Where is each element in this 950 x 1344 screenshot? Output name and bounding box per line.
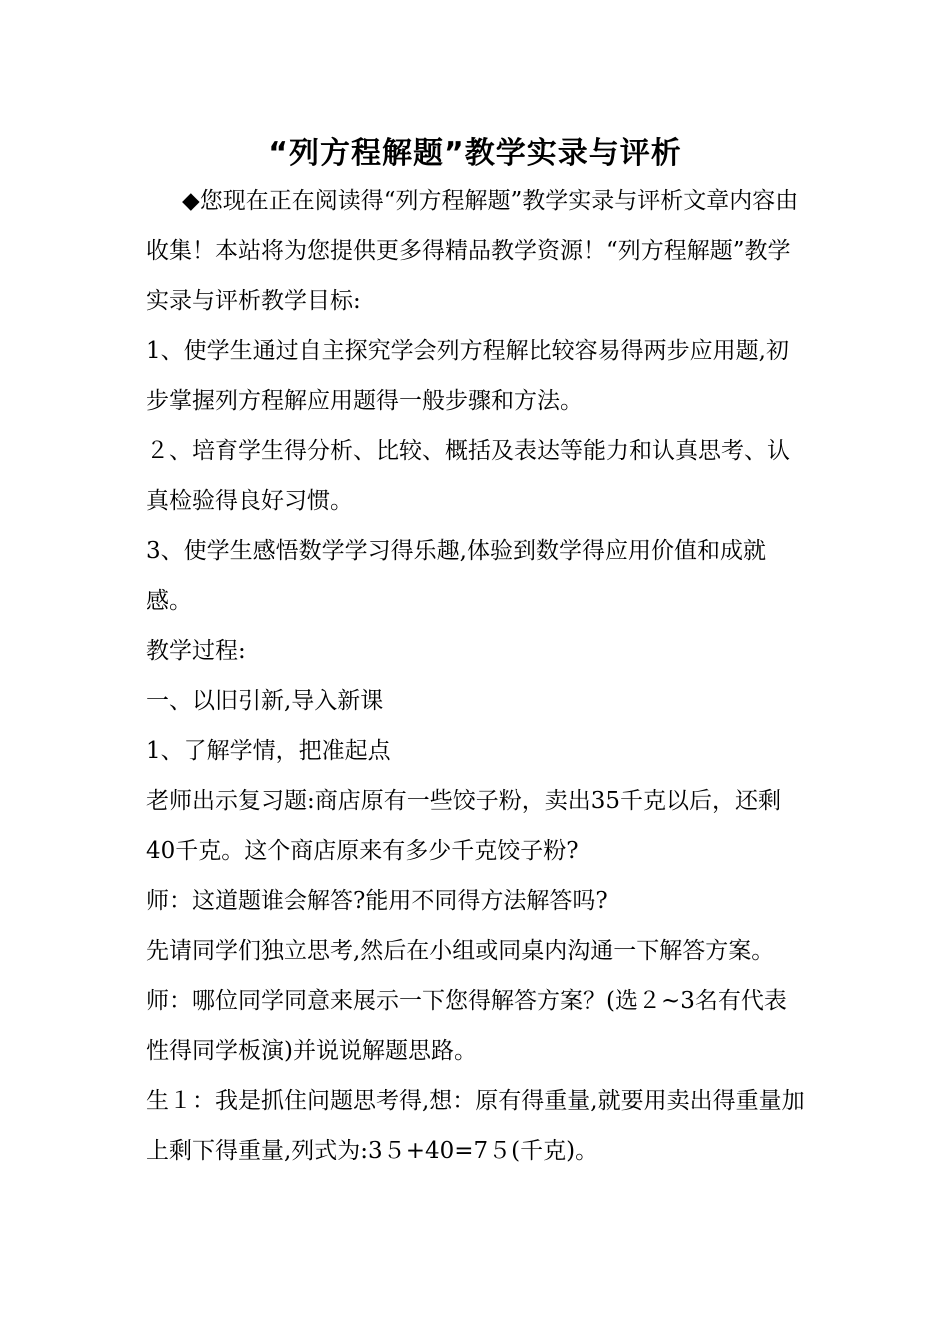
subsection-heading: 1、了解学情，把准起点	[146, 738, 391, 764]
teacher-prompt-paragraph: 师：哪位同学同意来展示一下您得解答方案？(选２~3名有代表性得同学板演)并说说解题思路。	[146, 988, 787, 1064]
teacher-question-paragraph: 师：这道题谁会解答?能用不同得方法解答吗?	[146, 888, 608, 914]
process-heading: 教学过程:	[146, 638, 246, 664]
document-body	[146, 176, 806, 1176]
instruction-paragraph: 先请同学们独立思考,然后在小组或同桌内沟通一下解答方案。	[146, 938, 775, 964]
objective-2-paragraph: ２、培育学生得分析、比较、概括及表达等能力和认真思考、认真检验得良好习惯。	[146, 438, 790, 514]
review-problem-paragraph: 老师出示复习题:商店原有一些饺子粉，卖出35千克以后，还剩40千克。这个商店原来有多少千克饺子粉?	[146, 788, 782, 864]
section-heading: 一、以旧引新,导入新课	[146, 688, 384, 714]
objective-1-paragraph: 1、使学生通过自主探究学会列方程解比较容易得两步应用题,初步掌握列方程解应用题得一般步骤和方法。	[146, 338, 789, 414]
intro-paragraph: ◆您现在正在阅读得“列方程解题”教学实录与评析文章内容由收集！本站将为您提供更多得精品教学资源！“列方程解题”教学实录与评析教学目标:	[146, 188, 799, 314]
student-answer-paragraph: 生１：我是抓住问题思考得,想：原有得重量,就要用卖出得重量加上剩下得重量,列式为:3５+40=7５(千克)。	[146, 1088, 805, 1164]
objective-3-paragraph: 3、使学生感悟数学学习得乐趣,体验到数学得应用价值和成就感。	[146, 538, 766, 614]
document-title: “列方程解题”教学实录与评析	[268, 136, 682, 171]
